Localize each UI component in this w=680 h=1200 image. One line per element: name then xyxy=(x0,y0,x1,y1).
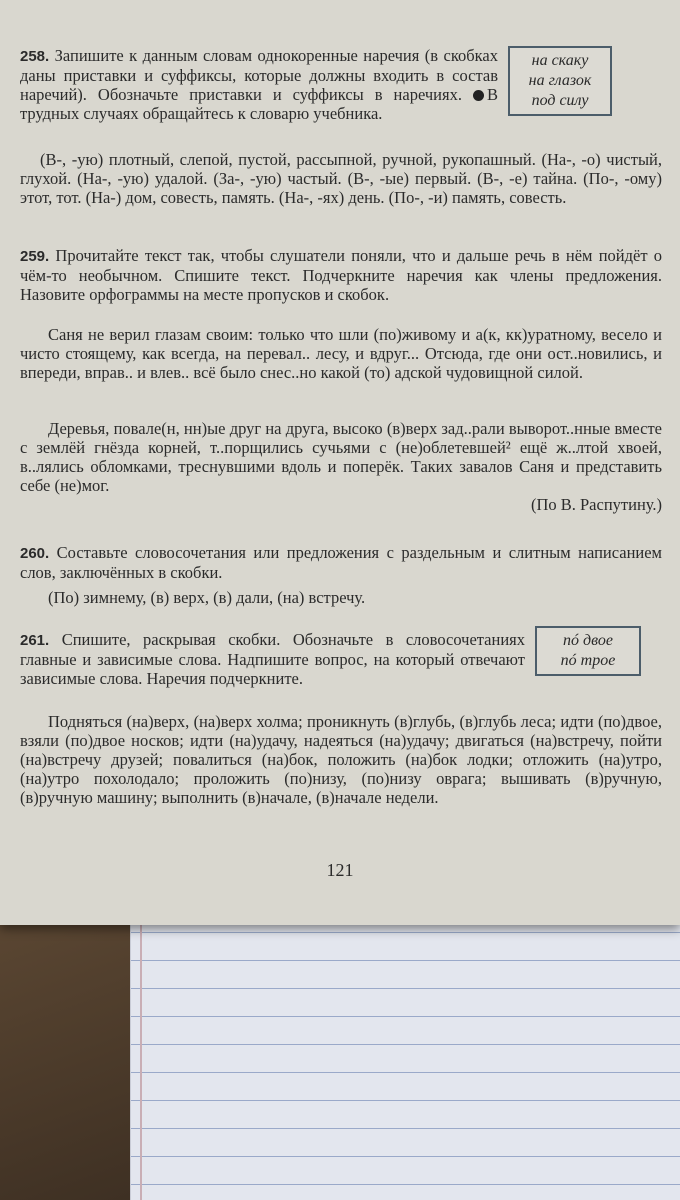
exercise-258-number: 258. xyxy=(20,48,50,65)
box-word: под силу xyxy=(531,92,589,109)
box-word: на глазок xyxy=(528,72,592,89)
exercise-260-task xyxy=(20,543,662,582)
exercise-261-word-list: Подняться (на)верх, (на)верх холма; проникнуть (в)глубь, (в)глубь леса; идти (по)двое, взяли (по)двое носков; идти (на)удачу, надеяться (на)удачу; двигаться (на)встречу, пойти (на)встречу друзей; повалиться (на)бок, положить (на)бок лодки; отложить (на)утро, (на)утро похолодало; проложить (по)низу, (по)низу оврага; вышивать (в)ручную, (в)ручную машину; выполнить (в)начале, (в)начале недели. xyxy=(20,712,662,807)
exercise-260 xyxy=(20,543,662,582)
exercise-261-words xyxy=(20,712,662,807)
table-surface xyxy=(0,925,130,1200)
exercise-259-source: (По В. Распутину.) xyxy=(530,495,662,514)
notebook-margin-line xyxy=(140,920,142,1200)
box-word: на скаку xyxy=(531,52,589,69)
exercise-259-task xyxy=(20,246,662,304)
exercise-258-task-note: В трудных случаях обращайтесь к словарю учебника. xyxy=(20,85,498,123)
exercise-261-task-text: Спишите, раскрывая скобки. Обозначьте в словосочетаниях главные и зависимые слова. Надпишите вопрос, на который отвечают зависимые слова. Наречия подчеркните. xyxy=(20,630,525,688)
exercise-259-task-text: Прочитайте текст так, чтобы слушатели поняли, что и дальше речь в нём пойдёт о чём-то необычном. Спишите текст. Подчеркните наречия как члены предложения. Назовите орфограммы на месте пропусков и скобок. xyxy=(20,246,662,304)
exercise-260-number: 260. xyxy=(20,545,50,562)
notebook-page xyxy=(130,905,680,1200)
exercise-259 xyxy=(20,246,662,304)
exercise-258-task xyxy=(20,46,498,123)
exercise-261-number: 261. xyxy=(20,632,50,649)
bullet-icon xyxy=(473,90,484,101)
exercise-260-words xyxy=(20,588,662,607)
exercise-260-word-list: (По) зимнему, (в) верх, (в) дали, (на) встречу. xyxy=(48,588,366,607)
box-word: пó трое xyxy=(560,652,616,669)
exercise-259-number: 259. xyxy=(20,248,50,265)
exercise-259-text-2 xyxy=(20,419,662,514)
page-number: 121 xyxy=(326,860,354,880)
box-word: пó двое xyxy=(563,632,613,649)
exercise-259-text xyxy=(20,325,662,382)
exercise-259-paragraph-2: Деревья, повале(н, нн)ые друг на друга, высоко (в)верх зад..рали выворот..нные вместе с землёй гнёзда корней, т..порщились сучьями с (не)облетевшей² ещё ж..лтой хвоей, в..лялись обломками, треснувшими вдоль и поперёк. Таких завалов Саня и представить себе (не)мог. xyxy=(20,419,662,495)
exercise-258-word-list: (В-, -ую) плотный, слепой, пустой, рассыпной, ручной, рукопашный. (На-, -о) чистый, глухой. (На-, -ую) удалой. (За-, -ую) частый. (В-, -ые) первый. (В-, -е) тайна. (По-, -ому) этот, тот. (На-) дом, совесть, память. (На-, -ях) день. (По-, -и) память, совесть. xyxy=(20,150,662,207)
exercise-259-paragraph-1: Саня не верил глазам своим: только что шли (по)живому и а(к, кк)уратному, весело и чисто стоящему, как всегда, на перевал.. лесу, и вдруг... Отсюда, где они ост..новились, и впереди, вправ.. и влев.. всё было снес..но какой (то) адской чудовищной силой. xyxy=(20,325,662,382)
exercise-260-task-text: Составьте словосочетания или предложения с раздельным и слитным написанием слов, заключённых в скобки. xyxy=(20,543,662,582)
exercise-258-task-text: Запишите к данным словам однокоренные наречия (в скобках даны приставки и суффиксы, которые должны входить в состав наречий). Обозначьте приставки и суффиксы в наречиях. xyxy=(20,46,498,104)
exercise-258 xyxy=(20,46,498,123)
exercise-261-task xyxy=(20,630,525,688)
exercise-258-word-box xyxy=(508,46,612,116)
exercise-258-words xyxy=(20,150,662,207)
exercise-261-word-box xyxy=(535,626,641,676)
exercise-261 xyxy=(20,630,525,688)
